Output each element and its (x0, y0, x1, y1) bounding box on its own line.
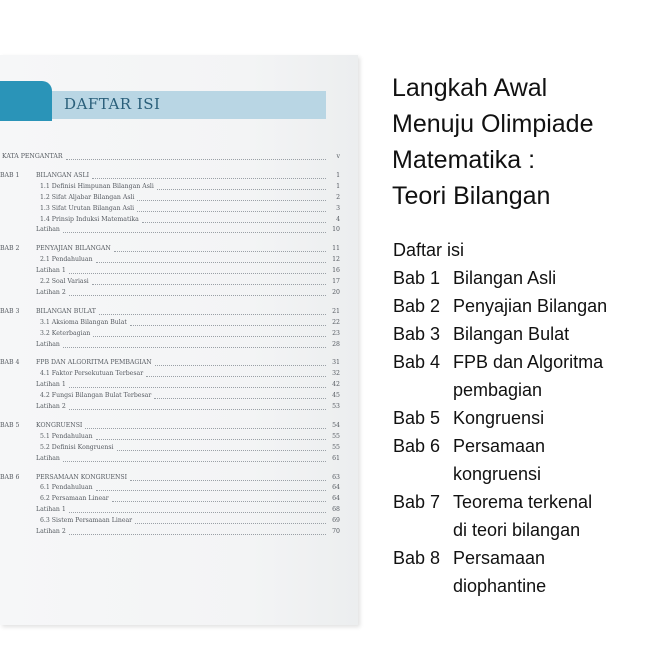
toc-row (0, 422, 340, 432)
toc-page-number: 64 (332, 495, 340, 503)
toc-leader-dots (99, 314, 326, 315)
toc-list (0, 55, 358, 625)
toc-row (0, 308, 340, 318)
toc-row (0, 205, 340, 215)
toc-row (0, 245, 340, 255)
toc-page-number: 20 (332, 288, 340, 296)
toc-page-number: 64 (332, 484, 340, 492)
toc-chapter-number: BAB 2 (0, 245, 20, 253)
toc-leader-dots (66, 159, 326, 160)
toc-row (0, 194, 340, 204)
chapter-number: Bab 8 (393, 548, 441, 568)
toc-entry-label: Latihan 2 (36, 528, 66, 535)
toc-entry-label: 3.2 Keterbagian (40, 329, 91, 337)
toc-leader-dots (117, 450, 326, 451)
toc-entry-label: 5.1 Pendahuluan (40, 432, 93, 440)
toc-entry-label: 6.2 Persamaan Linear (40, 495, 109, 503)
toc-chapter-number: BAB 1 (0, 171, 20, 179)
toc-row (0, 381, 340, 391)
toc-entry-label: Latihan (36, 340, 60, 348)
toc-page-number: 54 (332, 421, 340, 429)
toc-row (0, 341, 340, 351)
toc-page-number: 3 (336, 204, 340, 212)
chapter-title: FPB dan Algoritma (453, 352, 604, 372)
toc-row (0, 319, 340, 329)
toc-entry-label: BILANGAN ASLI (36, 171, 90, 179)
toc-page-number: 45 (332, 392, 340, 400)
toc-row (0, 226, 340, 236)
chapter-item (393, 432, 663, 460)
toc-row (0, 216, 340, 226)
chapter-title: Teorema terkenal (453, 492, 593, 512)
toc-leader-dots (63, 232, 326, 233)
chapter-item (393, 320, 663, 348)
toc-row (0, 433, 340, 443)
toc-entry-label: Latihan 1 (36, 506, 66, 514)
toc-page-number: 16 (332, 267, 340, 275)
toc-leader-dots (135, 523, 326, 524)
toc-leader-dots (112, 501, 326, 502)
toc-entry-label: 6.1 Pendahuluan (40, 484, 93, 492)
toc-leader-dots (155, 365, 326, 366)
toc-row (0, 495, 340, 505)
toc-page-number: 69 (332, 517, 340, 525)
toc-entry-label: Latihan 2 (36, 403, 66, 410)
chapter-item (393, 264, 663, 292)
toc-entry-label: BILANGAN BULAT (36, 307, 96, 315)
toc-entry-label: Latihan (36, 454, 60, 462)
toc-entry-label: KONGRUENSI (36, 421, 83, 429)
toc-page-number: 12 (332, 256, 340, 264)
toc-chapter-number: BAB 4 (0, 359, 20, 367)
chapter-number: Bab 1 (393, 268, 441, 288)
chapter-item (393, 488, 663, 516)
toc-entry-label: KATA PENGANTAR (2, 153, 63, 160)
toc-row (0, 506, 340, 516)
chapter-title: Penyajian Bilangan (453, 296, 608, 316)
toc-entry-label: Latihan 1 (36, 267, 66, 275)
toc-page-number: 70 (332, 528, 340, 535)
toc-page-number: 1 (336, 182, 340, 190)
toc-page-number: 22 (332, 318, 340, 326)
toc-entry-label: Latihan 2 (36, 288, 66, 296)
daftar-isi-title: DAFTAR ISI (64, 95, 161, 113)
chapter-title: Kongruensi (453, 408, 545, 428)
toc-page-number: v (336, 153, 340, 160)
toc-leader-dots (142, 222, 326, 223)
book-title-line: Menuju Olimpiade (392, 110, 594, 138)
toc-row (0, 528, 340, 538)
toc-leader-dots (96, 262, 326, 263)
toc-row (0, 359, 340, 369)
chapter-title: Bilangan Asli (453, 268, 557, 288)
toc-leader-dots (69, 273, 326, 274)
contents-summary (393, 236, 663, 600)
toc-row (0, 455, 340, 465)
toc-entry-label: 4.2 Fungsi Bilangan Bulat Terbesar (40, 392, 152, 400)
chapter-title-continued: pembagian (453, 380, 543, 400)
toc-entry-label: 4.1 Faktor Persekutuan Terbesar (40, 370, 144, 378)
toc-page-number: 2 (336, 193, 340, 201)
toc-page-number: 63 (332, 473, 340, 481)
toc-leader-dots (137, 200, 326, 201)
toc-chapter-number: BAB 6 (0, 473, 20, 481)
toc-row (0, 444, 340, 454)
toc-page-number: 4 (336, 215, 340, 223)
chapter-number: Bab 5 (393, 408, 441, 428)
toc-leader-dots (114, 251, 326, 252)
toc-entry-label: Latihan (36, 226, 60, 234)
toc-entry-label: 2.1 Pendahuluan (40, 256, 93, 264)
toc-leader-dots (130, 325, 326, 326)
toc-entry-label: 6.3 Sistem Persamaan Linear (40, 517, 133, 525)
toc-row (0, 278, 340, 288)
toc-entry-label: 5.2 Definisi Kongruensi (40, 443, 114, 451)
chapter-title-continued: kongruensi (453, 464, 542, 484)
toc-entry-label: 2.2 Soal Variasi (40, 278, 89, 285)
chapter-title: Persamaan (453, 436, 546, 456)
toc-leader-dots (96, 490, 326, 491)
toc-page-number: 55 (332, 443, 340, 451)
toc-row (0, 403, 340, 413)
toc-leader-dots (146, 376, 326, 377)
toc-row (0, 474, 340, 484)
toc-leader-dots (137, 211, 326, 212)
toc-page-number: 42 (332, 381, 340, 389)
toc-leader-dots (154, 398, 326, 399)
toc-row (0, 183, 340, 193)
toc-entry-label: 1.3 Sifat Urutan Bilangan Asli (40, 204, 135, 212)
toc-row (0, 267, 340, 277)
toc-row (0, 256, 340, 266)
toc-leader-dots (69, 295, 326, 296)
toc-chapter-number: BAB 3 (0, 307, 20, 315)
toc-entry-label: 1.4 Prinsip Induksi Matematika (40, 215, 139, 223)
toc-entry-label: 1.1 Definisi Himpunan Bilangan Asli (40, 182, 154, 190)
chapter-number: Bab 3 (393, 324, 441, 344)
toc-page-number: 23 (332, 329, 340, 337)
toc-leader-dots (85, 428, 326, 429)
toc-row (0, 370, 340, 380)
toc-leader-dots (69, 387, 326, 388)
toc-leader-dots (130, 480, 326, 481)
toc-leader-dots (96, 439, 326, 440)
toc-leader-dots (157, 189, 326, 190)
toc-page-number: 55 (332, 432, 340, 440)
toc-page-number: 53 (332, 403, 340, 410)
chapter-item (393, 292, 663, 320)
chapter-item (393, 544, 663, 572)
chapter-item (393, 404, 663, 432)
chapter-number: Bab 2 (393, 296, 441, 316)
toc-row (0, 517, 340, 527)
chapter-item (393, 348, 663, 376)
toc-entry-label: 1.2 Sifat Aljabar Bilangan Asli (40, 193, 135, 201)
toc-entry-label: Latihan 1 (36, 381, 66, 389)
toc-leader-dots (69, 409, 326, 410)
chapter-number: Bab 7 (393, 492, 441, 512)
chapter-title-continued: di teori bilangan (453, 520, 581, 540)
toc-page-number: 1 (336, 171, 340, 179)
chapter-title-continued: diophantine (453, 576, 547, 596)
toc-row (0, 153, 340, 163)
toc-leader-dots (92, 284, 326, 285)
toc-page-number: 61 (332, 454, 340, 462)
toc-row (0, 172, 340, 182)
toc-entry-label: PERSAMAAN KONGRUENSI (36, 473, 128, 481)
toc-leader-dots (92, 178, 326, 179)
contents-heading: Daftar isi (393, 240, 465, 260)
toc-chapter-number: BAB 5 (0, 421, 20, 429)
toc-page-number: 28 (332, 340, 340, 348)
toc-leader-dots (63, 347, 326, 348)
toc-leader-dots (69, 534, 326, 535)
toc-page-number: 21 (332, 307, 340, 315)
toc-entry-label: FPB DAN ALGORITMA PEMBAGIAN (36, 359, 152, 367)
toc-page-number: 31 (332, 359, 340, 367)
toc-page-number: 32 (332, 370, 340, 378)
chapter-number: Bab 6 (393, 436, 441, 456)
toc-leader-dots (93, 336, 326, 337)
toc-leader-dots (69, 512, 326, 513)
book-title-line: Teori Bilangan (392, 182, 551, 210)
toc-page-number: 17 (332, 278, 340, 285)
chapter-number: Bab 4 (393, 352, 441, 372)
book-title-line: Matematika : (392, 146, 536, 174)
toc-row (0, 289, 340, 299)
toc-leader-dots (63, 461, 326, 462)
book-title-line: Langkah Awal (392, 74, 548, 102)
chapter-title: Persamaan (453, 548, 546, 568)
toc-page-number: 10 (332, 226, 340, 234)
book-page-photo (0, 55, 358, 625)
toc-page-number: 11 (332, 245, 340, 253)
book-title (392, 70, 662, 214)
toc-row (0, 484, 340, 494)
toc-row (0, 392, 340, 402)
chapter-title: Bilangan Bulat (453, 324, 570, 344)
toc-entry-label: 3.1 Aksioma Bilangan Bulat (40, 318, 127, 326)
toc-row (0, 330, 340, 340)
toc-page-number: 68 (332, 506, 340, 514)
toc-entry-label: PENYAJIAN BILANGAN (36, 245, 111, 253)
